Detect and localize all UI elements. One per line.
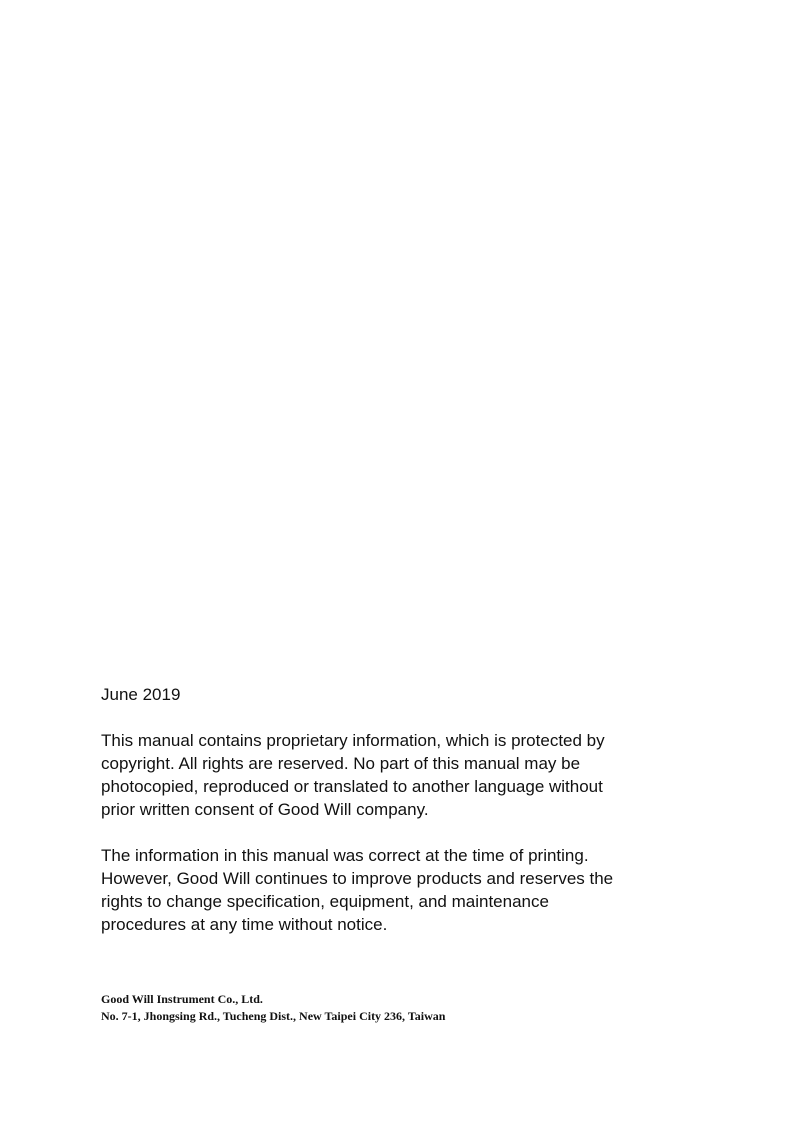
- company-name: Good Will Instrument Co., Ltd.: [101, 992, 263, 1006]
- disclaimer-line: procedures at any time without notice.: [101, 915, 388, 934]
- disclaimer-line: The information in this manual was correct at the time of printing.: [101, 846, 589, 865]
- copyright-line: copyright. All rights are reserved. No part of this manual may be: [101, 754, 581, 773]
- copyright-line: This manual contains proprietary information, which is protected by: [101, 731, 605, 750]
- copyright-line: photocopied, reproduced or translated to another language without: [101, 777, 603, 796]
- company-info: [101, 991, 445, 1025]
- disclaimer-line: rights to change specification, equipment, and maintenance: [101, 892, 549, 911]
- company-address: No. 7-1, Jhongsing Rd., Tucheng Dist., New Taipei City 236, Taiwan: [101, 1009, 446, 1023]
- publication-date: June 2019: [101, 685, 181, 704]
- copyright-line: prior written consent of Good Will company.: [101, 800, 429, 819]
- notice-content: [101, 683, 661, 959]
- disclaimer-line: However, Good Will continues to improve products and reserves the: [101, 869, 614, 888]
- copyright-paragraph: [101, 729, 661, 821]
- disclaimer-paragraph: [101, 844, 661, 936]
